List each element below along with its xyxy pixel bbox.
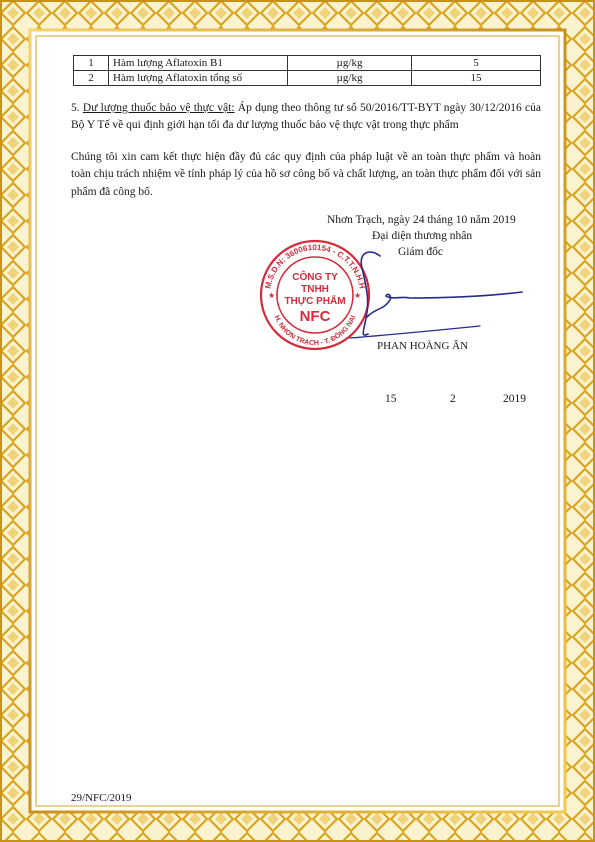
table-cell-name: Hàm lượng Aflatoxin tổng số	[109, 71, 288, 86]
table-cell-no: 2	[74, 71, 109, 86]
received-year: 2019	[503, 393, 526, 405]
table-cell-value: 15	[412, 71, 541, 86]
stamp-ring-top: M.S.D.N: 3600610154 - C.T.T.N.H.H	[263, 242, 367, 290]
table-cell-name: Hàm lượng Aflatoxin B1	[109, 56, 288, 71]
representative-label: Đại diện thương nhân	[372, 230, 473, 242]
table-cell-unit: µg/kg	[288, 71, 412, 86]
footer-code: 29/NFC/2019	[71, 792, 132, 804]
section-body: Áp dụng theo thông tư số 50/2016/TT-BYT ngày 30/12/2016 của Bộ Y Tế về qui định giới hạn tối đa dư lượng thuốc bảo vệ thực vật trong thực phẩm	[71, 102, 541, 132]
stamp-star-right: ★	[354, 291, 362, 300]
commitment-paragraph: Chúng tôi xin cam kết thực hiện đầy đủ các quy định của pháp luật về an toàn thực phẩm và hoàn toàn chịu trách nhiệm về tính pháp lý của hồ sơ công bố và chất lượng, an toàn thực phẩm đối với sản phẩm đã công bố.	[71, 151, 541, 198]
stamp-line-4: NFC	[299, 308, 331, 325]
table-cell-value: 5	[412, 56, 541, 71]
handwritten-signature	[340, 238, 530, 348]
section-title: Dư lượng thuốc bảo vệ thực vật:	[82, 102, 235, 114]
table-cell-unit: µg/kg	[288, 56, 412, 71]
stamp-line-1: CÔNG TY	[292, 272, 338, 283]
position-label: Giám đốc	[398, 246, 444, 258]
signer-name: PHAN HOÀNG ÂN	[377, 340, 469, 352]
section-number: 5.	[71, 102, 83, 114]
table-cell-no: 1	[74, 56, 109, 71]
received-month: 2	[450, 393, 456, 405]
stamp-line-3: THỰC PHẨM	[284, 296, 346, 307]
section-5-paragraph	[71, 100, 541, 135]
aflatoxin-table	[73, 55, 541, 86]
stamp-line-2: TNHH	[301, 284, 329, 295]
place-date: Nhơn Trạch, ngày 24 tháng 10 năm 2019	[327, 214, 516, 226]
stamp-ring-bottom: H. NHƠN TRẠCH - T. ĐỒNG NAI	[272, 314, 358, 348]
stamp-star-left: ★	[268, 291, 276, 300]
table-row	[74, 71, 541, 86]
table-row	[74, 56, 541, 71]
received-day: 15	[385, 393, 397, 405]
